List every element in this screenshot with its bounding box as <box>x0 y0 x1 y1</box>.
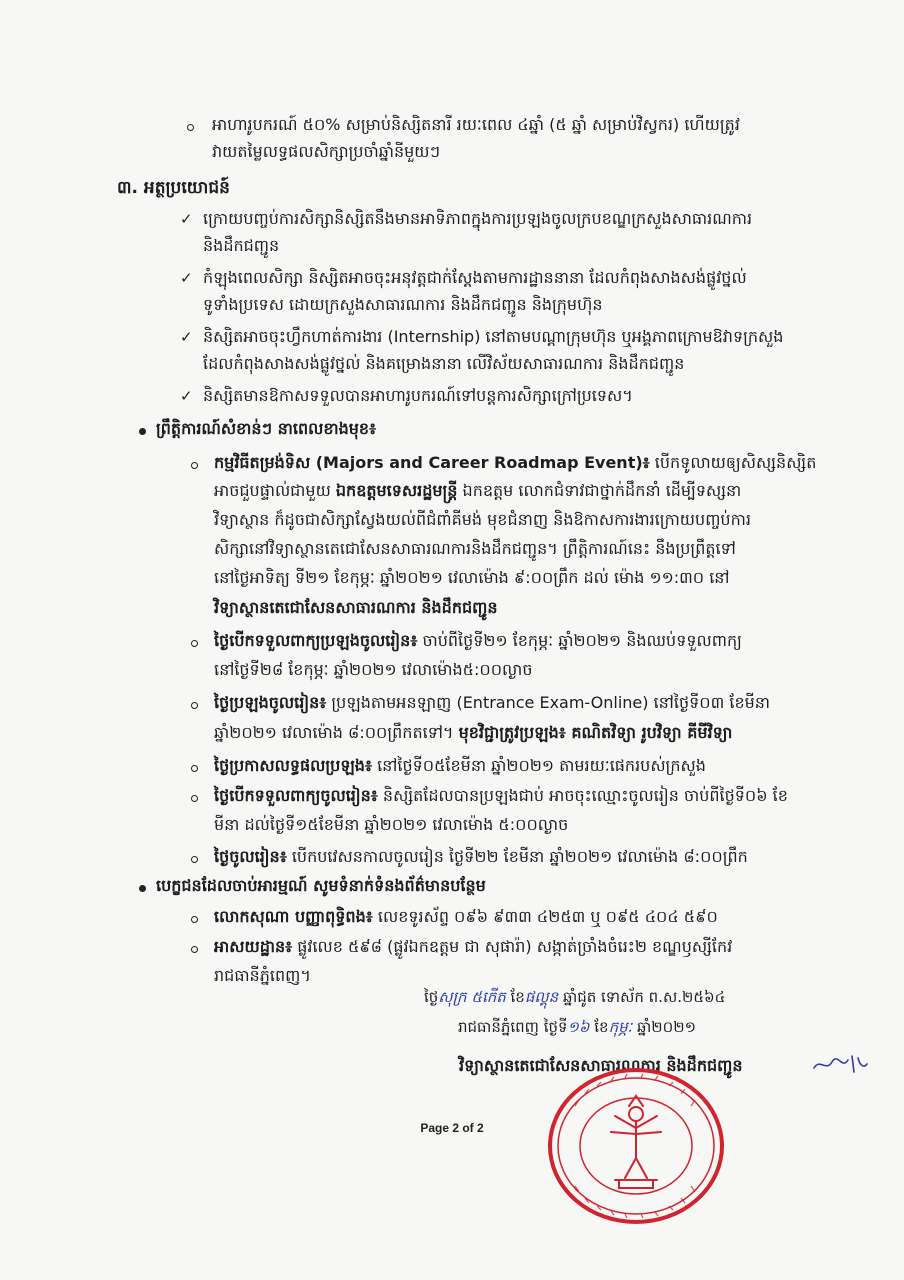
contact-person-label: លោកសុណា បញ្ញាពុទ្ធិពង៖ <box>214 907 373 926</box>
contact-address-line2: រាជធានីភ្នំពេញ។ <box>214 966 311 985</box>
benefit-meal-line1: អាហារូបករណ៍ ៥០% សម្រាប់និស្សិតនារី រយៈពេល ៤ឆ្នាំ (៥ ឆ្នាំ សម្រាប់វិស្វករ) ហើយត្រូវ <box>212 115 740 134</box>
benefit-item-3-line1: និស្សិតអាចចុះហ្វឹកហាត់ការងារ (Internship) នៅតាមបណ្តាក្រុមហ៊ុន ឬអង្គភាពក្រោមឱវាទក្រសួង <box>203 327 784 346</box>
bullet-circle <box>187 124 194 131</box>
solar-date-line <box>458 1016 696 1038</box>
bullet-circle <box>191 916 198 923</box>
benefit-meal-line2: វាយតម្លៃលទ្ធផលសិក្សាប្រចាំឆ្នាំនីមួយៗ <box>212 142 441 161</box>
event5-line1 <box>214 785 788 807</box>
event5-title: ថ្ងៃបើកទទួលពាក្យចូលរៀន៖ <box>214 786 378 805</box>
handwritten-day-number: ១៦ <box>567 1018 590 1036</box>
benefit-item-2-line2: ទូទាំងប្រទេស ដោយក្រសួងសាធារណការ និងដឹកជញ្ជូន និងក្រុមហ៊ុន <box>203 295 603 314</box>
event5-line1-rest: និស្សិតដែលបានប្រឡងជាប់ អាចចុះឈ្មោះចូលរៀន ចាប់ពីថ្ងៃទី០៦ ខែ <box>382 786 788 805</box>
event1-line3: វិទ្យាស្ថាន ក៏ដូចជាសិក្សាស្វែងយល់ពីជំពាំគីមង់ មុខជំនាញ និងឱកាសការងារក្រោយបញ្ចប់ការ <box>214 510 751 529</box>
page-footer: Page 2 of 2 <box>420 1121 484 1135</box>
bullet-dot <box>139 428 146 435</box>
benefit-item-3-line2: ដែលកំពុងសាងសង់ផ្លូវថ្នល់ និងគម្រោងនានា លើវិស័យសាធារណការ និងដឹកជញ្ជូន <box>203 354 685 373</box>
official-seal-icon <box>545 1066 727 1226</box>
solar-month-prefix: ខែ <box>594 1018 609 1036</box>
lunar-date-line <box>424 986 725 1008</box>
checkmark-icon: ✓ <box>180 210 193 228</box>
bullet-circle <box>191 702 198 709</box>
benefit-item-4-line1: និស្សិតមានឱកាសទទួលបានអាហារូបករណ៍ទៅបន្តការសិក្សាក្រៅប្រទេស។ <box>203 386 633 405</box>
event1-line1 <box>214 452 816 474</box>
signature-icon <box>812 1052 868 1076</box>
event3-line2-b: មុខវិជ្ជាត្រូវប្រឡង៖ គណិតវិទ្យា រូបវិទ្យា គីមីវិទ្យា <box>458 723 733 742</box>
event2-line1 <box>214 630 742 652</box>
bullet-circle <box>191 946 198 953</box>
event5-line2: មីនា ដល់ថ្ងៃទី១៥ខែមីនា ឆ្នាំ២០២១ វេលាម៉ោង ៥:០០ល្ងាច <box>214 815 569 834</box>
handwritten-solar-month: កុម្ភៈ <box>608 1018 633 1036</box>
lunar-year: ឆ្នាំជូត ទោស័ក ព.ស.២៥៦៤ <box>562 988 726 1006</box>
event6-line1 <box>214 846 748 868</box>
event4-title: ថ្ងៃប្រកាសលទ្ធផលប្រឡង៖ <box>214 756 372 775</box>
contact-address-label: អាសយដ្ឋាន៖ <box>214 937 293 956</box>
event1-line5: នៅថ្ងៃអាទិត្យ ទី២១ ខែកុម្ភៈ ឆ្នាំ២០២១ វេលាម៉ោង ៩:០០ព្រឹក ដល់ ម៉ោង ១១:៣០ នៅ <box>214 568 730 587</box>
signature-organization: វិទ្យាស្ថានតេជោសែនសាធារណការ និងដឹកជញ្ជូន <box>459 1056 743 1075</box>
event1-line2-b: ឯកឧត្តមទេសរដ្ឋមន្ត្រី <box>335 481 458 500</box>
checkmark-icon: ✓ <box>180 387 193 405</box>
event3-line2-a: ឆ្នាំ២០២១ វេលាម៉ោង ៨:០០ព្រឹកតទៅ។ <box>214 723 454 742</box>
event1-line6: វិទ្យាស្ថានតេជោសែនសាធារណការ និងដឹកជញ្ជូន <box>214 598 498 617</box>
bullet-circle <box>191 795 198 802</box>
checkmark-icon: ✓ <box>180 328 193 346</box>
event3-line1 <box>214 692 770 714</box>
event6-title: ថ្ងៃចូលរៀន៖ <box>214 847 287 866</box>
benefit-item-1-line2: និងដឹកជញ្ជូន <box>203 236 280 255</box>
event3-line2 <box>214 722 732 744</box>
event2-line1-rest: ចាប់ពីថ្ងៃទី២១ ខែកុម្ភៈ ឆ្នាំ២០២១ និងឈប់ទទួលពាក្យ <box>422 631 742 650</box>
event1-line2-c: ឯកឧត្តម លោកជំទាវជាថ្នាក់ដឹកនាំ ដើម្បីទស្សនា <box>462 481 742 500</box>
lunar-date-prefix: ថ្ងៃ <box>424 988 439 1006</box>
benefit-item-2-line1: កំឡុងពេលសិក្សា និស្សិតអាចចុះអនុវត្តជាក់ស្តែងតាមការដ្ឋាននានា ដែលកំពុងសាងសង់ផ្លូវថ្នល់ <box>203 268 747 287</box>
contact-person-line <box>214 906 718 928</box>
event2-line2: នៅថ្ងៃទី២៨ ខែកុម្ភៈ ឆ្នាំ២០២១ វេលាម៉ោង៥:០០ល្ងាច <box>214 660 533 679</box>
events-heading: ព្រឹត្តិការណ៍សំខាន់ៗ នាពេលខាងមុខ៖ <box>156 419 377 438</box>
event1-line2-a: អាចជួបផ្ទាល់ជាមួយ <box>214 481 331 500</box>
bullet-circle <box>191 765 198 772</box>
event4-line1-rest: នៅថ្ងៃទី០៥ខែមីនា ឆ្នាំ២០២១ តាមរយៈផេករបស់ក្រសួង <box>377 756 706 775</box>
event1-line4: សិក្សានៅវិទ្យាស្ថានតេជោសែនសាធារណការនិងដឹកជញ្ជូន។ ព្រឹត្តិការណ៍នេះ នឹងប្រព្រឹត្តទៅ <box>214 539 736 558</box>
event1-line1-rest: បើកទូលាយឲ្យសិស្សនិស្សិត <box>654 453 817 472</box>
event3-line1-rest: ប្រឡងតាមអនឡាញ (Entrance Exam-Online) នៅថ្ងៃទី០៣ ខែមីនា <box>331 693 770 712</box>
event3-title: ថ្ងៃប្រឡងចូលរៀន៖ <box>214 693 327 712</box>
bullet-circle <box>191 856 198 863</box>
benefit-item-1-line1: ក្រោយបញ្ចប់ការសិក្សានិស្សិតនឹងមានអាទិភាពក្នុងការប្រឡងចូលក្របខណ្ឌក្រសួងសាធារណការ <box>203 209 753 228</box>
handwritten-day: សុក្រ ៥កើត <box>438 988 506 1006</box>
event6-line1-rest: បើកបវេសនកាលចូលរៀន ថ្ងៃទី២២ ខែមីនា ឆ្នាំ២០២១ វេលាម៉ោង ៨:០០ព្រឹក <box>291 847 748 866</box>
checkmark-icon: ✓ <box>180 269 193 287</box>
contact-address-line1 <box>214 936 732 958</box>
handwritten-month: ផល្គុន <box>524 988 559 1006</box>
bullet-dot <box>139 885 146 892</box>
contact-heading: បេក្ខជនដែលចាប់អារម្មណ៍ សូមទំនាក់ទំនងព័ត៌មានបន្ថែម <box>156 876 486 895</box>
lunar-month-prefix: ខែ <box>510 988 525 1006</box>
section3-heading: ៣. អត្ថប្រយោជន៍ <box>117 178 230 198</box>
contact-address-text: ផ្លូវលេខ ៥៩៨ (ផ្លូវឯកឧត្តម ជា សុផារ៉ា) សង្កាត់ច្រាំងចំរេះ២ ខណ្ឌឫស្សីកែវ <box>297 937 733 956</box>
solar-year: ឆ្នាំ២០២១ <box>636 1018 696 1036</box>
bullet-circle <box>191 640 198 647</box>
event2-title: ថ្ងៃបើកទទួលពាក្យប្រឡងចូលរៀន៖ <box>214 631 418 650</box>
solar-date-prefix: រាជធានីភ្នំពេញ ថ្ងៃទី <box>458 1018 568 1036</box>
bullet-circle <box>191 462 198 469</box>
event1-line2 <box>214 480 741 502</box>
event1-title: កម្មវិធីតម្រង់ទិស (Majors and Career Roadmap Event)៖ <box>214 453 650 472</box>
contact-person-phone: លេខទូរស័ព្ទ ០៩៦ ៩៣៣ ៤២៥៣ ឬ ០៩៥ ៤០៤ ៥៩០ <box>377 907 718 926</box>
event4-line1 <box>214 755 706 777</box>
